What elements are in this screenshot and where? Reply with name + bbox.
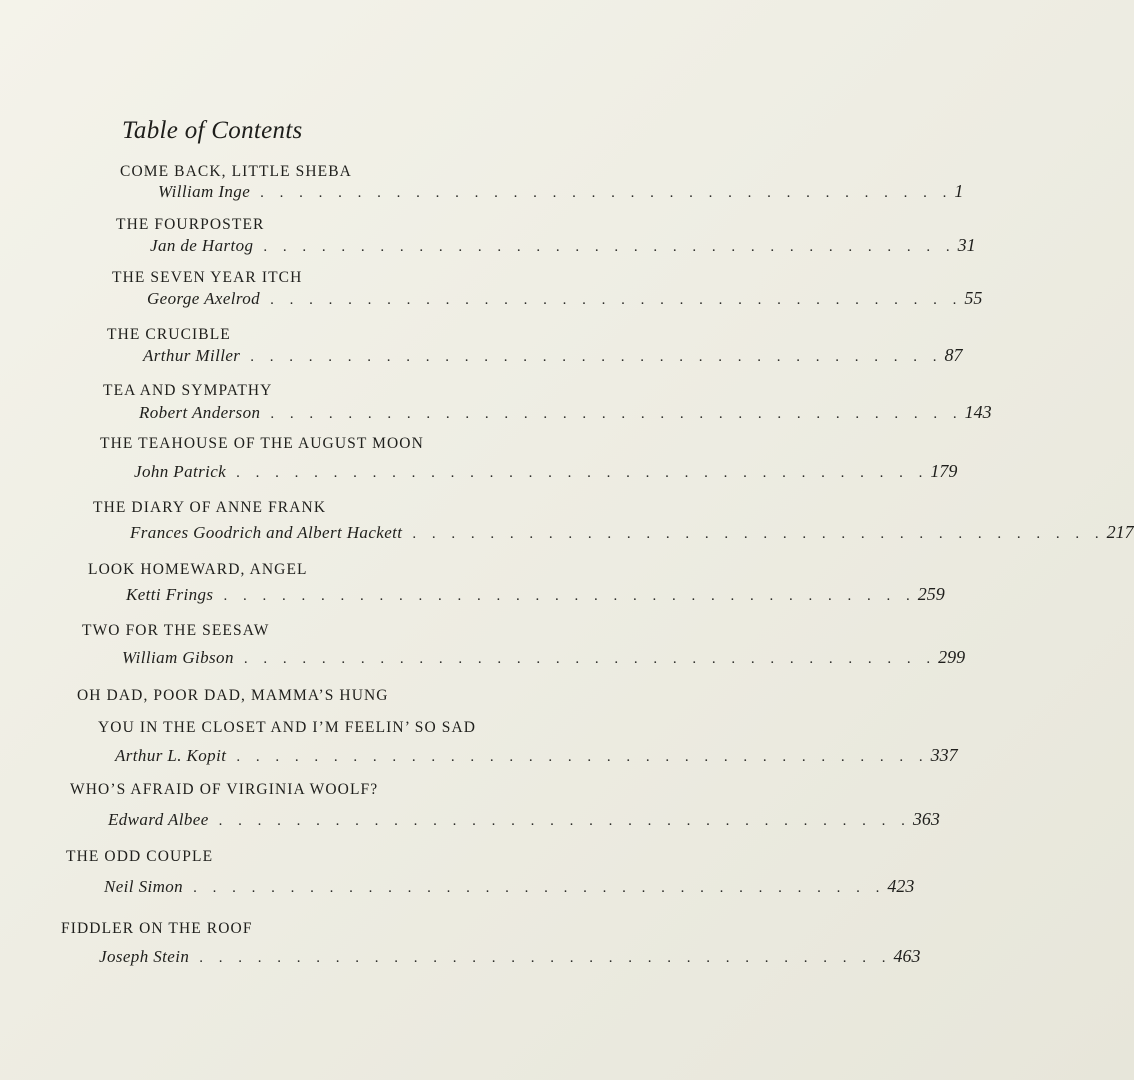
author-name: William Inge — [158, 182, 251, 201]
author-row — [143, 345, 963, 366]
page-number: 143 — [964, 402, 992, 422]
page-number: 423 — [887, 876, 915, 896]
author-name: Neil Simon — [104, 877, 184, 896]
author-row — [126, 584, 945, 605]
author-row — [104, 876, 915, 897]
author-name: Frances Goodrich and Albert Hackett — [130, 523, 403, 542]
play-title: THE SEVEN YEAR ITCH — [112, 269, 303, 286]
author-row — [130, 522, 1134, 543]
author-name: Robert Anderson — [139, 403, 261, 422]
author-name: George Axelrod — [147, 289, 261, 308]
author-row — [108, 809, 940, 830]
play-title: LOOK HOMEWARD, ANGEL — [88, 561, 308, 578]
play-title: WHO’S AFRAID OF VIRGINIA WOOLF? — [70, 781, 379, 798]
author-row — [134, 461, 958, 482]
page-number: 179 — [930, 461, 958, 481]
page-number: 217 — [1106, 522, 1134, 542]
play-title: THE CRUCIBLE — [107, 326, 231, 343]
author-row — [115, 745, 958, 766]
play-title: THE DIARY OF ANNE FRANK — [93, 499, 327, 516]
author-name: William Gibson — [122, 648, 234, 667]
dot-leader: . . . . . . . . . . . . . . . . . . . . . . . . . . . . . . . . . . . . — [236, 465, 929, 481]
dot-leader: . . . . . . . . . . . . . . . . . . . . . . . . . . . . . . . . . . . . — [270, 406, 963, 422]
play-title: COME BACK, LITTLE SHEBA — [120, 163, 352, 180]
author-row — [122, 647, 966, 668]
page-number: 363 — [912, 809, 940, 829]
page-number: 1 — [954, 181, 964, 201]
play-title: OH DAD, POOR DAD, MAMMA’S HUNG — [77, 687, 389, 704]
page-number: 259 — [917, 584, 945, 604]
play-title: THE FOURPOSTER — [116, 216, 265, 233]
play-title: TEA AND SYMPATHY — [103, 382, 273, 399]
author-name: Edward Albee — [108, 810, 209, 829]
author-name: Ketti Frings — [126, 585, 214, 604]
dot-leader: . . . . . . . . . . . . . . . . . . . . . . . . . . . . . . . . . . . . — [260, 185, 953, 201]
author-row — [147, 288, 983, 309]
dot-leader: . . . . . . . . . . . . . . . . . . . . . . . . . . . . . . . . . . . . — [270, 292, 963, 308]
dot-leader: . . . . . . . . . . . . . . . . . . . . . . . . . . . . . . . . . . . . — [250, 349, 943, 365]
page-number: 55 — [964, 288, 983, 308]
dot-leader: . . . . . . . . . . . . . . . . . . . . . . . . . . . . . . . . . . . . — [199, 950, 892, 966]
page-number: 31 — [957, 235, 976, 255]
page-number: 463 — [893, 946, 921, 966]
author-name: Arthur L. Kopit — [115, 746, 227, 765]
play-title: FIDDLER ON THE ROOF — [61, 920, 253, 937]
author-name: Jan de Hartog — [150, 236, 254, 255]
dot-leader: . . . . . . . . . . . . . . . . . . . . . . . . . . . . . . . . . . . . — [193, 880, 886, 896]
dot-leader: . . . . . . . . . . . . . . . . . . . . . . . . . . . . . . . . . . . . — [218, 813, 911, 829]
author-name: Joseph Stein — [99, 947, 190, 966]
dot-leader: . . . . . . . . . . . . . . . . . . . . . . . . . . . . . . . . . . . . — [263, 239, 956, 255]
dot-leader: . . . . . . . . . . . . . . . . . . . . . . . . . . . . . . . . . . . . — [236, 749, 929, 765]
play-title-continued: YOU IN THE CLOSET AND I’M FEELIN’ SO SAD — [98, 719, 477, 736]
play-title: THE ODD COUPLE — [66, 848, 214, 865]
play-title: THE TEAHOUSE OF THE AUGUST MOON — [100, 435, 424, 452]
play-title: TWO FOR THE SEESAW — [82, 622, 270, 639]
author-row — [139, 402, 992, 423]
dot-leader: . . . . . . . . . . . . . . . . . . . . . . . . . . . . . . . . . . . . — [243, 651, 937, 667]
author-row — [158, 181, 964, 202]
page-number: 337 — [930, 745, 958, 765]
dot-leader: . . . . . . . . . . . . . . . . . . . . . . . . . . . . . . . . . . . . — [223, 588, 916, 604]
author-name: Arthur Miller — [143, 346, 241, 365]
page-number: 299 — [938, 647, 966, 667]
page-number: 87 — [944, 345, 963, 365]
author-name: John Patrick — [134, 462, 227, 481]
author-row — [150, 235, 976, 256]
author-row — [99, 946, 921, 967]
dot-leader: . . . . . . . . . . . . . . . . . . . . . . . . . . . . . . . . . . . . — [412, 526, 1105, 542]
page-title: Table of Contents — [122, 117, 303, 144]
